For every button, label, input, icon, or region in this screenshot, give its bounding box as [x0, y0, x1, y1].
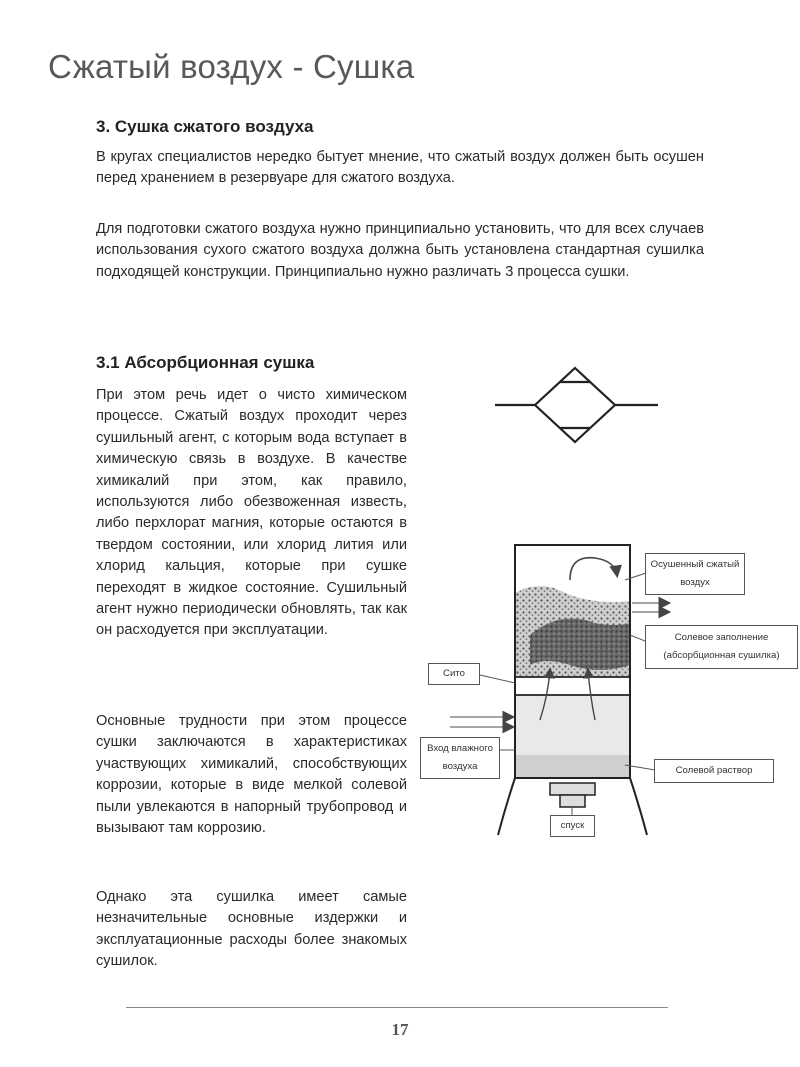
paragraph-drying-intro: В кругах специалистов нередко бытует мнение, что сжатый воздух должен быть осушен перед хранением в резервуаре для сжатого воздуха.: [96, 149, 704, 187]
callout-dried-air: [645, 553, 745, 595]
callout-wet-air-line2: воздуха: [442, 761, 478, 772]
callout-wet-air-line1: Вход влажного: [427, 743, 493, 754]
paragraph-absorption-process: При этом речь идет о чисто химическом процессе. Сжатый воздух проходит через сушильный агент, с которым вода вступает в химическую связь в воздухе. В качестве химикалий при этом, как правило, используются либо обезвоженная известь, либо перхлорат магния, которые остаются в твердом состоянии, или хлорид лития или хлорид кальция, которые при сушке переходят в жидкое состояние. Сушильный агент нужно периодически обновлять, так как он расходуется при эксплуатации.: [96, 387, 407, 639]
callout-dried-air-line2: воздух: [680, 577, 710, 588]
paragraph-absorption-costs: Однако эта сушилка имеет самые незначительные основные издержки и эксплуатационные расходы более знакомых сушилок.: [96, 889, 407, 970]
page-title: Сжатый воздух - Сушка: [48, 48, 415, 85]
callout-drain: спуск: [550, 815, 595, 837]
section-heading-drying: 3. Сушка сжатого воздуха: [96, 117, 314, 136]
callout-salt-filling-line1: Солевое заполнение: [674, 632, 769, 643]
callout-dried-air-line1: Осушенный сжатый: [650, 559, 740, 570]
callout-salt-filling: [645, 625, 798, 669]
dryer-symbol-icon: [495, 368, 658, 442]
callout-salt-solution: Солевой раствор: [654, 759, 774, 783]
callout-sieve: Сито: [428, 663, 480, 685]
callout-wet-air-inlet: [420, 737, 500, 779]
absorption-dryer-diagram: [420, 365, 800, 855]
paragraph-drying-principle: Для подготовки сжатого воздуха нужно принципиально установить, что для всех случаев использования сухого сжатого воздуха должна быть установлена стандартная сушилка подходящей конструкции. Принципиально нужно различать 3 процесса сушки.: [96, 221, 704, 280]
dryer-vessel: [450, 545, 668, 835]
section-heading-absorption: 3.1 Абсорбционная сушка: [96, 353, 315, 372]
footer-divider: [126, 1007, 668, 1008]
callout-salt-filling-line2: (абсорбционная сушилка): [663, 650, 780, 661]
paragraph-absorption-difficulties: Основные трудности при этом процессе сушки заключаются в характеристиках участвующих химикалий, способствующих коррозии, которые в виде мелкой солевой пыли увлекаются в напорный трубопровод и вызывают там коррозию.: [96, 713, 407, 837]
page-number: 17: [391, 1020, 409, 1039]
